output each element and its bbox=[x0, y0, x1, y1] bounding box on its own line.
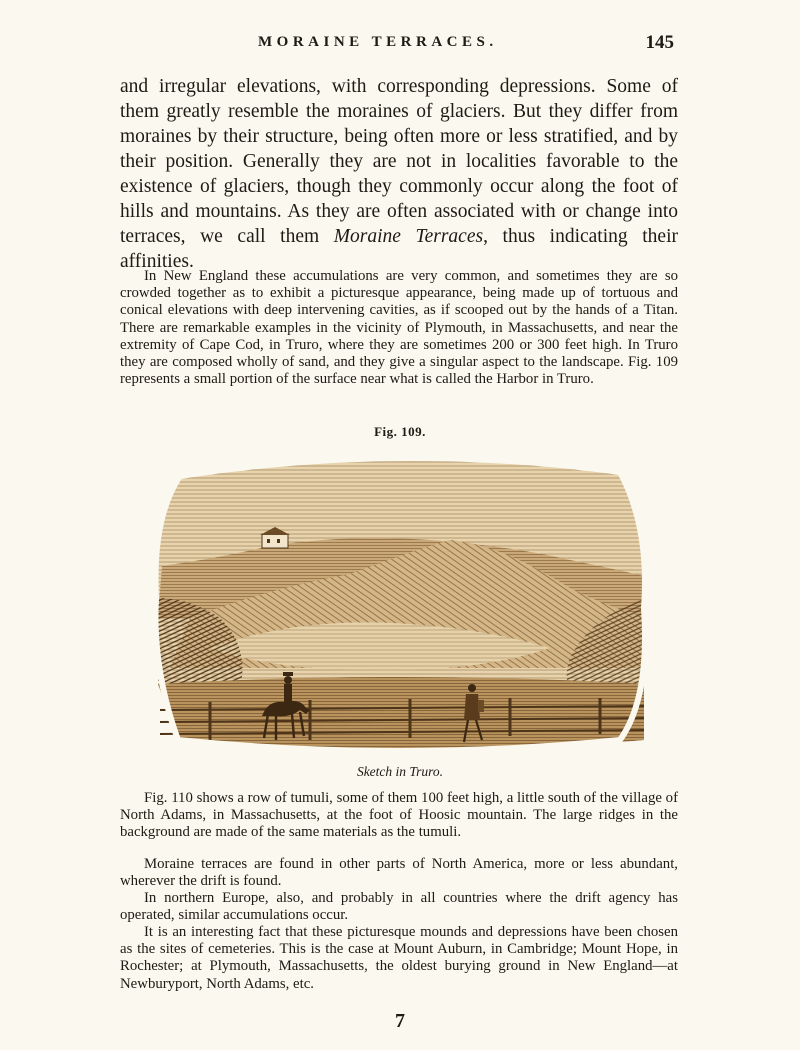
figure-label: Fig. 109. bbox=[374, 424, 426, 439]
paragraph-moraine-terraces bbox=[120, 74, 678, 274]
paragraph-cemeteries: It is an interesting fact that these picturesque mounds and depressions have been chosen as the sites of cemeteries. This is the case at Mount Auburn, in Cambridge; Mount Hope, in Rochester; at Plymouth, Massachusetts, the oldest burying ground in New England—at Newburyport, North Adams, etc. bbox=[120, 924, 678, 992]
paragraph-northern-europe: In northern Europe, also, and probably in all countries where the drift agency has operated, similar accumulations occur. bbox=[120, 890, 678, 924]
paragraph-north-america: Moraine terraces are found in other parts of North America, more or less abundant, wherever the drift is found. bbox=[120, 856, 678, 890]
page-number: 145 bbox=[645, 32, 674, 53]
paragraph-text: and irregular elevations, with corresponding depressions. Some of them greatly resemble the moraines of glaciers. But they differ from moraines by their structure, being often more or less stratified, and by their position. Generally they are not in localities favorable to the existence of glaciers, though they commonly occur along the foot of hills and mountains. As they are often associated with or change into terraces, we call them bbox=[120, 76, 678, 247]
truro-sketch-engraving bbox=[150, 448, 650, 758]
paragraph-text-end: , thus indicating their affinities. bbox=[120, 226, 678, 272]
signature-mark: 7 bbox=[395, 1010, 405, 1032]
figure-caption: Sketch in Truro. bbox=[356, 764, 444, 779]
italic-term: Moraine Terraces bbox=[333, 226, 484, 247]
paragraph-new-england: In New England these accumulations are very common, and sometimes they are so crowded together as to exhibit a picturesque appearance, being made up of tortuous and conical elevations with deep intervening cavities, as if scooped out by the hands of a Titan. There are remarkable examples in the vicinity of Plymouth, in Massachusetts, and near the extremity of Cape Cod, in Truro, where they are sometimes 200 or 300 feet high. In Truro they are composed wholly of sand, and they give a singular aspect to the landscape. Fig. 109 represents a small portion of the surface near what is called the Harbor in Truro. bbox=[120, 268, 678, 388]
running-header bbox=[0, 34, 800, 58]
running-title: MORAINE TERRACES. bbox=[258, 34, 498, 50]
paragraph-fig-110: Fig. 110 shows a row of tumuli, some of them 100 feet high, a little south of the village of North Adams, in Massachusetts, at the foot of Hoosic mountain. The large ridges in the background are made of the same materials as the tumuli. bbox=[120, 790, 678, 841]
